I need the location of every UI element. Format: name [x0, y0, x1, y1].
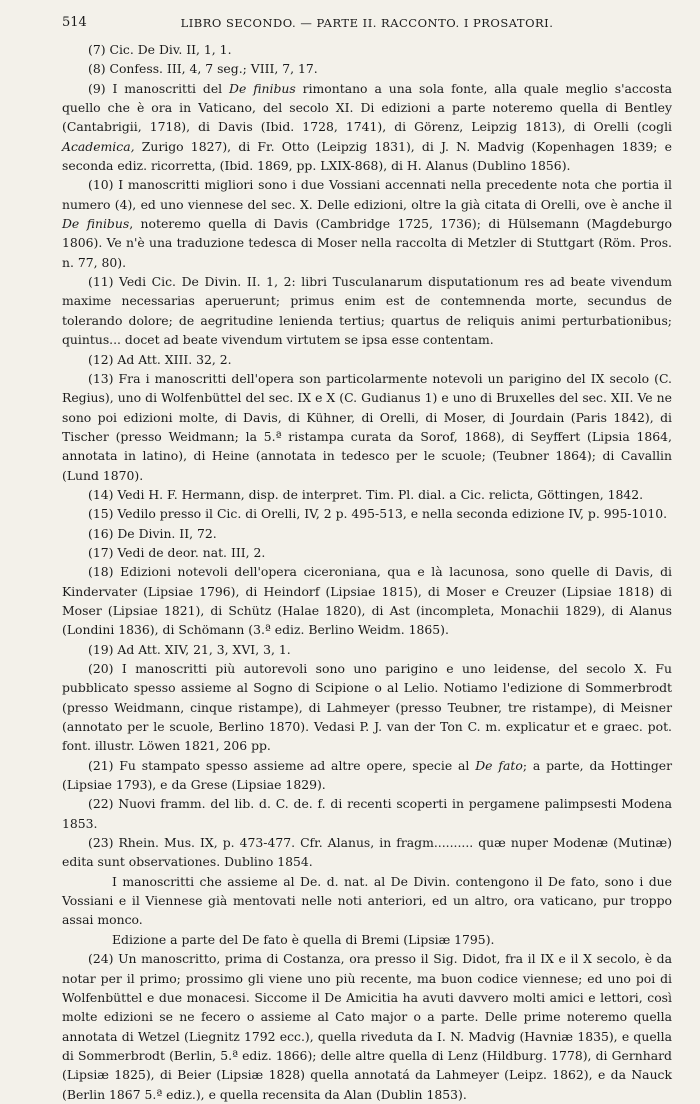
footnote [62, 79, 672, 176]
text-run: (24) Un manoscritto, prima di Costanza, ora presso il Sig. Didot, fra il IX e il X secolo, è da notar per il primo; prossimo gli viene uno più recente, ma buon codice viennese; ed uno poi di Wolfenbüttel e due monacesi. Siccome il De Amicitia ha avuti davvero molti amici e lettori, così molte edizioni se ne fecero o assieme al Cato major o a parte. Delle prime noteremo quella annotata di Wetzel (Liegnitz 1792 ecc.), quella riveduta da I. N. Madvig (Havniæ 1835), e quella di Sommerbrodt (Berlin, 5.ª ediz. 1866); delle altre quella di Lenz (Hildburg. 1778), di Gernhard (Lipsiæ 1825), di Beier (Lipsiæ 1828) quella annotatá da Lahmeyer (Leipz. 1862), e da Nauck (Berlin 1867 5.ª ediz.), e quella recensita da Alan (Dublin 1853). [62, 951, 672, 1102]
footnote [62, 543, 672, 562]
text-run: (23) Rhein. Mus. IX, p. 473-477. Cfr. Alanus, in fragm.......... quæ nuper Modenæ (Mutinæ) edita sunt observationes. Dublino 1854. [62, 835, 672, 870]
text-run: (19) Ad Att. XIV, 21, 3, XVI, 3, 1. [88, 641, 291, 657]
text-run: (20) I manoscritti più autorevoli sono uno parigino e uno leidense, del secolo X. Fu pubblicato spesso assieme al Sogno di Scipione o al Lelio. Notiamo l'edizione di Sommerbrodt (presso Weidmann, cinque ristampe), di Lahmeyer (presso Teubner, tre ristampe), di Meisner (annotato per le scuole, Berlino 1870). Vedasi P. J. van der Ton C. m. explicatur et e graec. pot. font. illustr. Löwen 1821, 206 pp. [62, 661, 672, 754]
footnote [62, 949, 672, 1104]
footnote [62, 272, 672, 349]
page-header [62, 14, 672, 32]
footnote [62, 504, 672, 523]
italic-title: De fato [475, 757, 523, 773]
text-run: (21) Fu stampato spesso assieme ad altre opere, specie al [88, 757, 476, 773]
italic-title: De finibus [229, 80, 296, 96]
text-run: (17) Vedi de deor. nat. III, 2. [88, 544, 266, 560]
text-run: (8) Confess. III, 4, 7 seg.; VIII, 7, 17. [88, 61, 318, 77]
page-number: 514 [62, 15, 87, 30]
text-run: (15) Vedilo presso il Cic. di Orelli, IV, 2 p. 495-513, e nella seconda edizione IV, p. 995-1010. [88, 506, 668, 522]
footnote [62, 524, 672, 543]
text-run: ; a parte, da Hottinger (Lipsiae 1793), e da Grese (Lipsiae 1829). [62, 757, 673, 793]
footnote [62, 833, 672, 872]
footnote [62, 350, 672, 369]
text-run: (13) Fra i manoscritti dell'opera son particolarmente notevoli un parigino del IX secolo (C. Regius), uno di Wolfenbüttel del sec. IX e X (C. Gudianus 1) e uno di Bruxelles del sec. XII. Ve ne sono poi edizioni molte, di Davis, di Kühner, di Orelli, di Moser, di Jourdain (Paris 1842), di Tischer (presso Weidmann; la 5.ª ristampa curata da Sorof, 1868), di Seyffert (Lipsia 1864, annotata in latino), di Heine (annotata in tedesco per le scuole; (Teubner 1864); di Cavallin (Lund 1870). [62, 370, 672, 483]
footnote [62, 640, 672, 659]
footnote [62, 562, 672, 639]
footnote [62, 40, 672, 59]
text-run: (10) I manoscritti migliori sono i due Vossiani accennati nella precedente nota che portia il numero (4), ed uno viennese del sec. X. Delle edizioni, oltre la già citata di Orelli, ove è anche il [62, 177, 672, 212]
footnote [62, 794, 672, 833]
footnote [62, 175, 672, 272]
text-run: (18) Edizioni notevoli dell'opera ciceroniana, qua e là lacunosa, sono quelle di Davis, di Kindervater (Lipsiae 1796), di Heindorf (Lipsiae 1815), di Moser e Creuzer (Lipsiae 1818) di Moser (Lipsiae 1821), di Schütz (Halae 1820), di Ast (incompleta, Monachii 1829), di Alanus (Londini 1836), di Schömann (3.ª ediz. Berlino Weidm. 1865). [62, 564, 672, 638]
text-run: (14) Vedi H. F. Hermann, disp. de interpret. Tim. Pl. dial. a Cic. relicta, Göttingen, 1842. [88, 486, 644, 502]
text-run: (9) I manoscritti del [88, 80, 230, 96]
text-run: Edizione a parte del De fato è quella di Bremi (Lipsiæ 1795). [112, 931, 495, 947]
text-run: (11) Vedi Cic. De Divin. II. 1, 2: libri Tusculanarum disputationum res ad beate vivendum maxime necessarias aperuerunt; primus enim est de contemnenda morte, secundus de tolerando dolore; de aegritudine lenienda tertius; quartus de reliquis animi perturbationibus; quintus... docet ad beate vivendum virtutem se ipsa esse contentam. [62, 274, 672, 348]
text-run: (12) Ad Att. XIII. 32, 2. [88, 351, 232, 367]
text-run: Zurigo 1827), di Fr. Otto (Leipzig 1831), di J. N. Madvig (Kopenhagen 1839; e seconda ediz. ricorretta, (Ibid. 1869, pp. LXIX-868), di H. Alanus (Dublino 1856). [62, 138, 672, 174]
italic-title: De finibus [62, 216, 130, 232]
footnote [62, 659, 672, 756]
body-paragraph [62, 872, 672, 930]
text-run: rimontano a una sola fonte, alla quale meglio s'accosta quello che è ora in Vaticano, del secolo XI. Di edizioni a parte noteremo quella di Bentley (Cantabrigii, 1718), di Davis (Ibid. 1728, 1741), di Görenz, Leipzig 1813), di Orelli (cogli [62, 80, 672, 135]
italic-title: Academica, [62, 138, 135, 154]
text-run: (22) Nuovi framm. del lib. d. C. de. f. di recenti scoperti in pergamene palimpsesti Modena 1853. [62, 796, 672, 831]
text-run: , noteremo quella di Davis (Cambridge 1725, 1736); di Hülsemann (Magdeburgo 1806). Ve n'è una traduzione tedesca di Moser nella raccolta di Metzler di Stuttgart (Röm. Pros. n. 77, 80). [62, 216, 672, 270]
footnote [62, 369, 672, 485]
footnotes-body [62, 40, 672, 1104]
text-run: (16) De Divin. II, 72. [88, 525, 217, 541]
body-paragraph [62, 930, 672, 949]
footnote [62, 485, 672, 504]
footnote [62, 756, 672, 795]
text-run: I manoscritti che assieme al De. d. nat. al De Divin. contengono il De fato, sono i due Vossiani e il Viennese già mentovati nelle noti anteriori, ed un altro, ora vaticano, pur troppo assai monco. [62, 873, 672, 928]
footnote [62, 59, 672, 78]
text-run: (7) Cic. De Div. II, 1, 1. [88, 42, 232, 57]
running-title: LIBRO SECONDO. — PARTE II. RACCONTO. I PROSATORI. [180, 16, 554, 30]
